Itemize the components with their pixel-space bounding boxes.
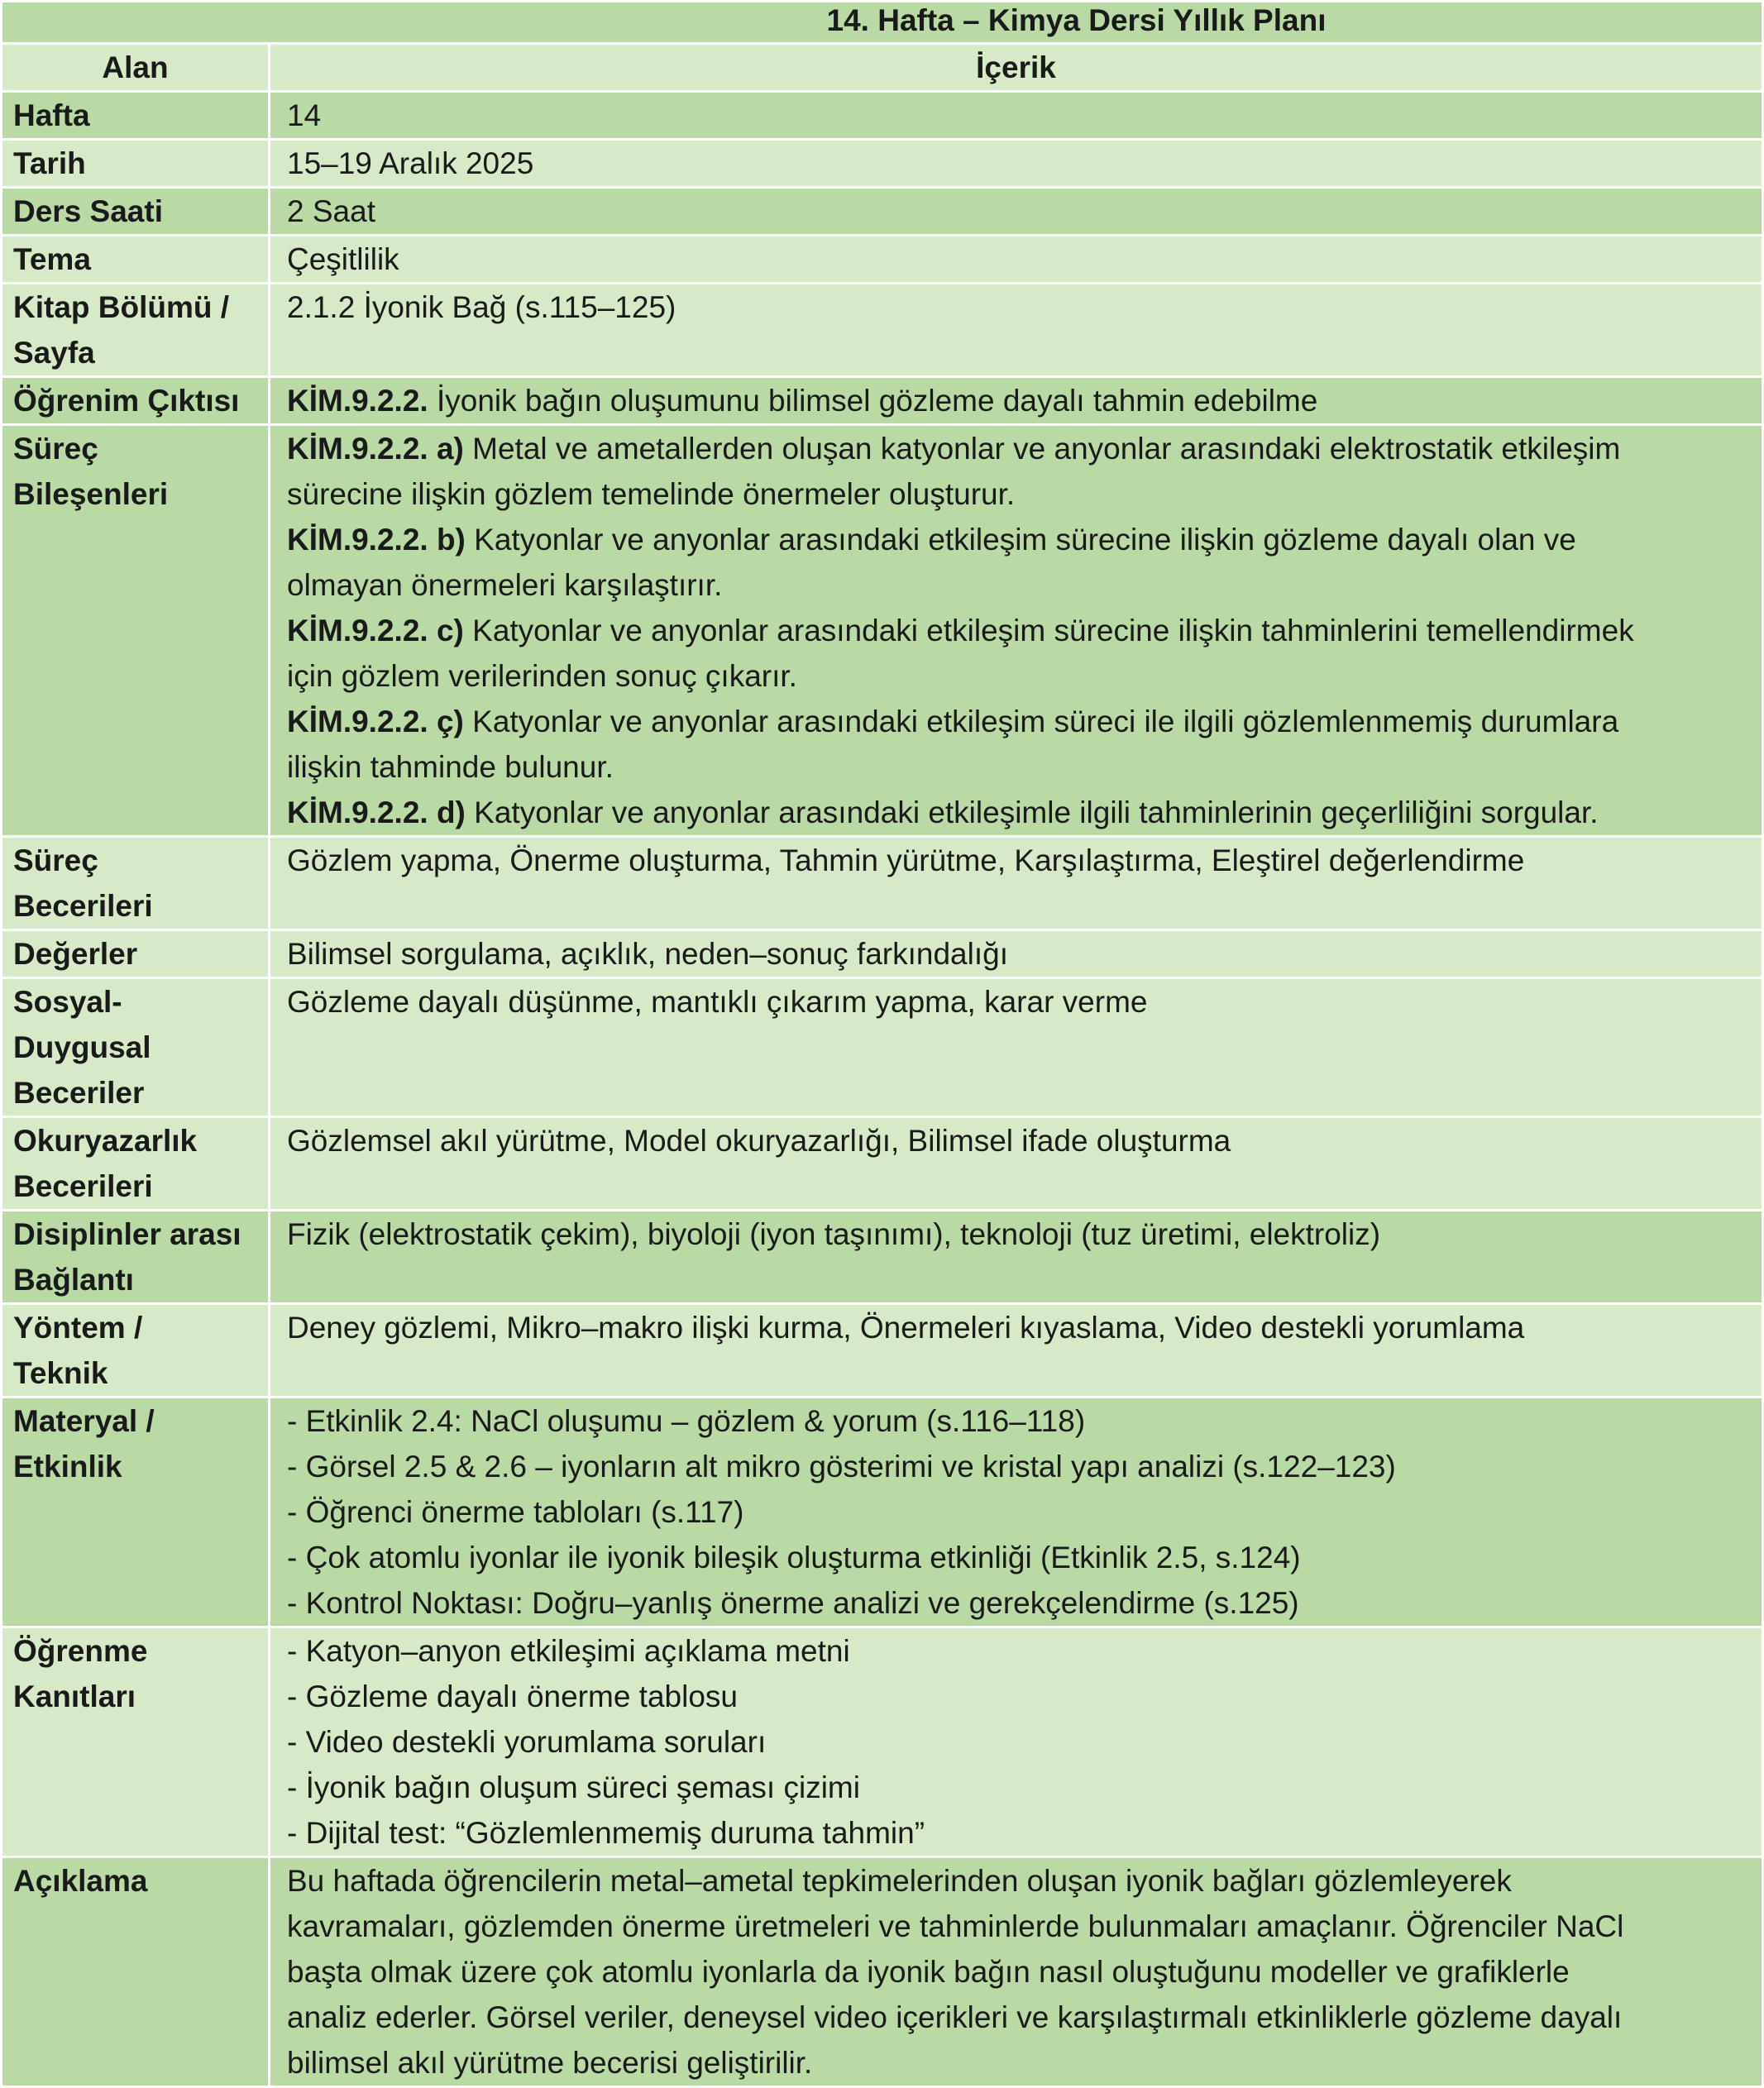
table-title-row (2, 2, 1763, 44)
bilesen-code: KİM.9.2.2. d) (287, 796, 466, 829)
bilesen-text-cont: için gözlem verilerinden sonuç çıkarır. (287, 659, 797, 693)
label-disiplinler-line-2: Bağlantı (13, 1263, 134, 1297)
list-item: - Katyon–anyon etkileşimi açıklama metni (287, 1634, 850, 1668)
label-materyal-line-1: Materyal / (13, 1404, 155, 1438)
label-yontem-line-2: Teknik (13, 1356, 108, 1390)
label-kanitlar (2, 1627, 270, 1857)
row-hafta (2, 92, 1763, 140)
table-header-row (2, 44, 1763, 92)
bilesen-text-cont: ilişkin tahminde bulunur. (287, 750, 614, 784)
bilesen-text: Katyonlar ve anyonlar arasındaki etkileşim sürecine ilişkin gözleme dayalı olan ve (465, 523, 1576, 557)
aciklama-line: Bu haftada öğrencilerin metal–ametal tepkimelerinden oluşan iyonik bağları gözlemleyerek (287, 1864, 1512, 1898)
row-sosyal (2, 978, 1763, 1117)
row-ders-saati (2, 188, 1763, 236)
aciklama-line: bilimsel akıl yürütme becerisi geliştirilir. (287, 2046, 813, 2080)
list-item: - Etkinlik 2.4: NaCl oluşumu – gözlem & yorum (s.116–118) (287, 1404, 1086, 1438)
row-disiplinler (2, 1211, 1763, 1304)
label-yontem (2, 1304, 270, 1398)
label-aciklama: Açıklama (2, 1857, 270, 2087)
label-materyal-line-2: Etkinlik (13, 1450, 122, 1484)
value-ders-saati: 2 Saat (270, 188, 1763, 236)
label-sosyal-line-1: Sosyal- (13, 985, 122, 1019)
table-title-text: 14. Hafta – Kimya Dersi Yıllık Planı (826, 3, 1327, 37)
value-hafta: 14 (270, 92, 1763, 140)
ogrenim-text: İyonik bağın oluşumunu bilimsel gözleme dayalı tahmin edebilme (428, 384, 1318, 418)
value-sosyal: Gözleme dayalı düşünme, mantıklı çıkarım yapma, karar verme (270, 978, 1763, 1117)
label-tarih: Tarih (2, 140, 270, 188)
list-item: - Görsel 2.5 & 2.6 – iyonların alt mikro gösterimi ve kristal yapı analizi (s.122–123) (287, 1450, 1396, 1484)
list-item: - Video destekli yorumlama soruları (287, 1725, 767, 1759)
label-kanitlar-line-1: Öğrenme (13, 1634, 148, 1668)
list-item: - Gözleme dayalı önerme tablosu (287, 1679, 738, 1713)
row-materyal (2, 1398, 1763, 1627)
value-tarih: 15–19 Aralık 2025 (270, 140, 1763, 188)
label-materyal (2, 1398, 270, 1627)
bilesen-code: KİM.9.2.2. c) (287, 614, 464, 647)
label-yontem-line-1: Yöntem / (13, 1311, 143, 1345)
bilesen-text-cont: olmayan önermeleri karşılaştırır. (287, 568, 723, 602)
aciklama-line: analiz ederler. Görsel veriler, deneysel video içerikleri ve karşılaştırmalı etkinliklerle gözleme dayalı (287, 2000, 1623, 2034)
label-okuryazarlik-line-1: Okuryazarlık (13, 1124, 198, 1158)
value-kanitlar (270, 1627, 1763, 1857)
row-aciklama (2, 1857, 1763, 2087)
label-kitap-line-2: Sayfa (13, 336, 95, 370)
bilesen-text: Metal ve ametallerden oluşan katyonlar ve anyonlar arasındaki elektrostatik etkileşim (463, 432, 1621, 466)
label-disiplinler (2, 1211, 270, 1304)
bilesen-item (287, 699, 1753, 744)
list-item: - İyonik bağın oluşum süreci şeması çizimi (287, 1770, 860, 1804)
label-hafta: Hafta (2, 92, 270, 140)
value-surec-becerileri: Gözlem yapma, Önerme oluşturma, Tahmin yürütme, Karşılaştırma, Eleştirel değerlendirme (270, 837, 1763, 930)
bilesen-item (287, 426, 1753, 471)
bilesen-code: KİM.9.2.2. ç) (287, 705, 464, 738)
aciklama-line: kavramaları, gözlemden önerme üretmeleri ve tahminlerde bulunmaları amaçlanır. Öğrenciler NaCl (287, 1909, 1624, 1943)
label-surec-bilesenleri-line-1: Süreç (13, 432, 98, 466)
row-kanitlar (2, 1627, 1763, 1857)
row-degerler (2, 930, 1763, 978)
label-kanitlar-line-2: Kanıtları (13, 1679, 136, 1713)
label-sosyal-line-3: Beceriler (13, 1076, 145, 1110)
list-item: - Kontrol Noktası: Doğru–yanlış önerme analizi ve gerekçelendirme (s.125) (287, 1586, 1299, 1620)
value-materyal (270, 1398, 1763, 1627)
list-item: - Öğrenci önerme tabloları (s.117) (287, 1495, 744, 1529)
label-okuryazarlik (2, 1117, 270, 1211)
label-sosyal (2, 978, 270, 1117)
label-degerler: Değerler (2, 930, 270, 978)
value-yontem: Deney gözlemi, Mikro–makro ilişki kurma, Önermeleri kıyaslama, Video destekli yorumlama (270, 1304, 1763, 1398)
bilesen-item (287, 790, 1753, 835)
value-ogrenim (270, 377, 1763, 425)
label-surec-bilesenleri-line-2: Bileşenleri (13, 477, 169, 511)
label-ders-saati: Ders Saati (2, 188, 270, 236)
row-tarih (2, 140, 1763, 188)
row-tema (2, 236, 1763, 284)
row-surec-bilesenleri (2, 425, 1763, 837)
label-surec-becerileri-line-2: Becerileri (13, 889, 153, 923)
label-surec-becerileri-line-1: Süreç (13, 843, 98, 877)
ogrenim-code: KİM.9.2.2. (287, 384, 428, 418)
label-okuryazarlik-line-2: Becerileri (13, 1169, 153, 1203)
label-kitap (2, 284, 270, 377)
value-disiplinler: Fizik (elektrostatik çekim), biyoloji (iyon taşınımı), teknoloji (tuz üretimi, elektroliz) (270, 1211, 1763, 1304)
label-surec-bilesenleri (2, 425, 270, 837)
value-surec-bilesenleri (270, 425, 1763, 837)
row-surec-becerileri (2, 837, 1763, 930)
value-okuryazarlik: Gözlemsel akıl yürütme, Model okuryazarlığı, Bilimsel ifade oluşturma (270, 1117, 1763, 1211)
bilesen-item (287, 608, 1753, 653)
aciklama-line: başta olmak üzere çok atomlu iyonlarla da iyonik bağın nasıl oluştuğunu modeller ve grafiklerle (287, 1955, 1570, 1989)
list-item: - Dijital test: “Gözlemlenmemiş duruma tahmin” (287, 1816, 925, 1850)
label-ogrenim: Öğrenim Çıktısı (2, 377, 270, 425)
label-kitap-line-1: Kitap Bölümü / (13, 290, 230, 324)
row-yontem (2, 1304, 1763, 1398)
row-kitap (2, 284, 1763, 377)
list-item: - Çok atomlu iyonlar ile iyonik bileşik oluşturma etkinliği (Etkinlik 2.5, s.124) (287, 1541, 1301, 1574)
row-ogrenim (2, 377, 1763, 425)
bilesen-text-cont: sürecine ilişkin gözlem temelinde önermeler oluşturur. (287, 477, 1016, 511)
value-kitap: 2.1.2 İyonik Bağ (s.115–125) (270, 284, 1763, 377)
value-aciklama (270, 1857, 1763, 2087)
bilesen-text: Katyonlar ve anyonlar arasındaki etkileşimle ilgili tahminlerinin geçerliliğini sorgular. (465, 796, 1599, 829)
value-tema: Çeşitlilik (270, 236, 1763, 284)
bilesen-code: KİM.9.2.2. a) (287, 432, 464, 466)
header-icerik: İçerik (270, 44, 1763, 92)
table-title (2, 2, 1763, 44)
label-tema: Tema (2, 236, 270, 284)
bilesen-text: Katyonlar ve anyonlar arasındaki etkileşim sürecine ilişkin tahminlerini temellendirmek (463, 614, 1634, 647)
label-sosyal-line-2: Duygusal (13, 1030, 151, 1064)
bilesen-item (287, 517, 1753, 562)
row-okuryazarlik (2, 1117, 1763, 1211)
label-disiplinler-line-1: Disiplinler arası (13, 1217, 241, 1251)
header-alan: Alan (2, 44, 270, 92)
value-degerler: Bilimsel sorgulama, açıklık, neden–sonuç farkındalığı (270, 930, 1763, 978)
bilesen-code: KİM.9.2.2. b) (287, 523, 466, 557)
label-surec-becerileri (2, 837, 270, 930)
bilesen-text: Katyonlar ve anyonlar arasındaki etkileşim süreci ile ilgili gözlemlenmemiş durumlara (463, 705, 1619, 738)
